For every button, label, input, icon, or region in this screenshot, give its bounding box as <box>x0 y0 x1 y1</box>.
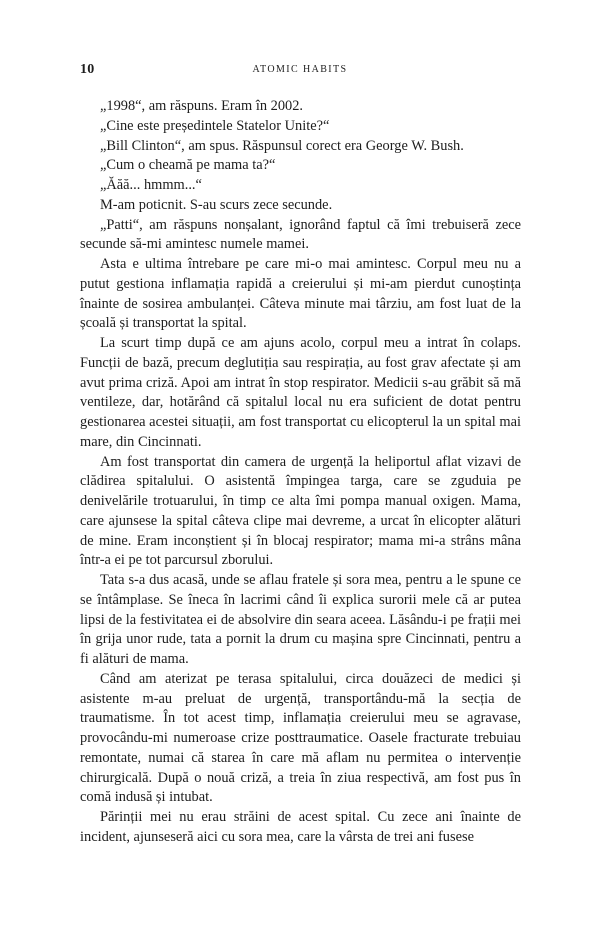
paragraph: Părinții mei nu erau străini de acest spital. Cu zece ani înainte de incident, ajunseseră aici cu sora mea, care la vârsta de trei ani fusese <box>80 809 521 845</box>
paragraph: „Ăăă... hmmm...“ <box>100 177 202 193</box>
paragraph: „1998“, am răspuns. Eram în 2002. <box>100 98 304 114</box>
paragraph: Asta e ultima întrebare pe care mi-o mai amintesc. Corpul meu nu a putut gestiona inflamația rapidă a creierului și mi-am pierdut cunoștința înainte de sosirea ambulanței. Câteva minute mai târziu, am fost luat de la școală și transportat la spital. <box>80 256 521 332</box>
paragraph: „Patti“, am răspuns nonșalant, ignorând faptul că îmi trebuiseră zece secunde să-mi amintesc numele mamei. <box>80 216 521 253</box>
paragraph: Am fost transportat din camera de urgență la heliportul aflat vizavi de clădirea spitalului. O asistentă împingea targa, care se zguduia pe denivelările trotuarului, în timp ce alta îmi pompa manual oxigen. Mama, care ajunsese la spital câteva clipe mai devreme, a urcat în elicopter alături de mine. Eram inconștient și în blocaj respirator; mama mi-a strâns mâna într-a ei pe tot parcursul zborului. <box>80 453 521 569</box>
paragraph: „Cine este președintele Statelor Unite?“ <box>100 117 330 134</box>
paragraph: La scurt timp după ce am ajuns acolo, corpul meu a intrat în colaps. Funcții de bază, precum deglutiția sau respirația, au fost grav afectate și am avut prima criză. Apoi am intrat în stop respirator. Medicii s-au grăbit să mă ventileze, dar, hotărând că spitalul local nu era suficient de dotat pentru gestionarea acestei situații, am fost transportat cu elicopterul la un spital mai mare, din Cincinnati. <box>80 335 521 450</box>
running-title: ATOMIC HABITS <box>252 64 348 75</box>
paragraph: M-am poticnit. S-au scurs zece secunde. <box>100 196 333 213</box>
paragraph: Când am aterizat pe terasa spitalului, circa douăzeci de medici și asistente m-au preluat de urgență, transportându-mă la secția de traumatisme. În tot acest timp, inflamația creierului meu se agravase, provocându-mi numeroase crize posttraumatice. Oasele fracturate trebuiau remontate, numai că starea în care mă aflam nu permitea o intervenție chirurgicală. După o nouă criză, a treia în ziua respectivă, am fost pus în comă indusă și intubat. <box>80 670 521 806</box>
paragraph: „Bill Clinton“, am spus. Răspunsul corect era George W. Bush. <box>100 137 464 154</box>
paragraph: „Cum o cheamă pe mama ta?“ <box>100 157 276 174</box>
paragraph: Tata s-a dus acasă, unde se aflau fratele și sora mea, pentru a le spune ce se întâmplase. Se îneca în lacrimi când îi explica surorii mele că ar putea lipsi de la festivitatea ei de absolvire din seara aceea. Lăsându-i pe frații mei în grija unor rude, tata a pornit la drum cu mașina spre Cincinnati, pentru a fi alături de mama. <box>80 572 521 667</box>
page-header <box>80 62 520 78</box>
body-text <box>80 97 521 848</box>
page-number: 10 <box>80 62 95 77</box>
